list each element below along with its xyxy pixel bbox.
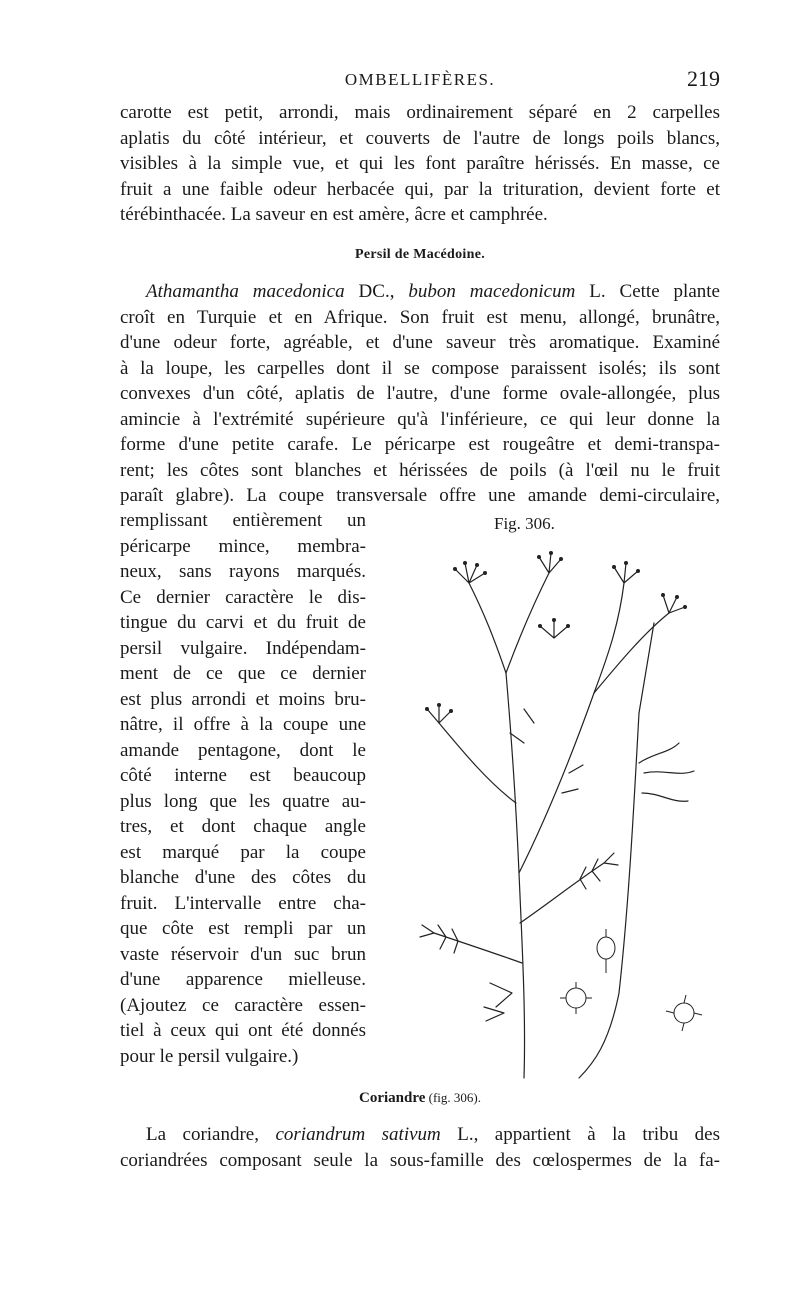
- text-fragment: La coriandre,: [146, 1124, 276, 1145]
- text-line: [120, 1122, 720, 1148]
- text-line: paraît glabre). La coupe transversale offre une amande demi-circulaire,: [120, 485, 720, 506]
- text-line: rent; les côtes sont blanches et hérissées de poils (à l'œil nu le fruit: [120, 459, 720, 481]
- text-line: ment de ce que ce dernier: [120, 663, 366, 684]
- text-line: tingue du carvi et du fruit de: [120, 612, 366, 633]
- text-line: térébinthacée. La saveur en est amère, âcre et camphrée.: [120, 204, 548, 225]
- text-line: amande pentagone, dont le: [120, 739, 366, 761]
- page-number: 219: [687, 66, 720, 91]
- text-line: Ce dernier caractère le dis-: [120, 586, 366, 608]
- text-line: est plus arrondi et moins bru-: [120, 688, 366, 710]
- text-line: carotte est petit, arrondi, mais ordinairement séparé en 2 carpelles: [120, 102, 720, 123]
- text-line: blanche d'une des côtes du: [120, 867, 366, 888]
- text-line: tiel à ceux qui ont été donnés: [120, 1020, 366, 1041]
- text-line: à la loupe, les carpelles dont il se compose paraissent isolés; ils sont: [120, 357, 720, 379]
- text-line: amincie à l'extrémité supérieure qu'à l'inférieure, ce qui leur donne la: [120, 408, 720, 430]
- text-line: fruit. L'intervalle entre cha-: [120, 892, 366, 914]
- text-line: que côte est rempli par un: [120, 918, 366, 939]
- text-line: [120, 279, 720, 305]
- latin-name: bubon macedonicum: [408, 281, 576, 302]
- text-line: côté interne est beaucoup: [120, 765, 366, 786]
- caption-title: Coriandre: [359, 1090, 426, 1106]
- text-line: remplissant entièrement un: [120, 510, 366, 531]
- text-line: neux, sans rayons marqués.: [120, 561, 366, 582]
- text-line: pour le persil vulgaire.): [120, 1045, 299, 1067]
- text-fragment: L. Cette plante: [575, 281, 720, 302]
- latin-name: Athamantha macedonica: [146, 281, 345, 302]
- text-line: nâtre, il offre à la coupe une: [120, 714, 366, 735]
- paragraph-coriandre: [120, 1122, 720, 1173]
- left-column-text: [120, 508, 366, 1069]
- running-head: OMBELLIFÈRES.: [344, 70, 496, 89]
- figure-caption: [120, 1090, 720, 1107]
- text-line: tres, et dont chaque angle: [120, 816, 366, 837]
- caption-reference: (fig. 306).: [425, 1090, 481, 1105]
- text-line: aplatis du côté intérieur, et couverts de l'autre de longs poils blancs,: [120, 127, 720, 149]
- text-line: visibles à la simple vue, et qui les font paraître hérissés. En masse, ce: [120, 153, 720, 174]
- text-line: convexes d'un côté, aplatis de l'autre, d'une forme ovale-allongée, plus: [120, 383, 720, 404]
- text-line: péricarpe mince, membra-: [120, 535, 366, 557]
- text-line: coriandrées composant seule la sous-famille des cœlospermes de la fa-: [120, 1149, 720, 1171]
- figure-label: Fig. 306.: [494, 514, 555, 533]
- text-fragment: L., appartient à la tribu des: [440, 1124, 720, 1145]
- text-line: (Ajoutez ce caractère essen-: [120, 994, 366, 1016]
- text-line: fruit a une faible odeur herbacée qui, par la trituration, devient forte et: [120, 178, 720, 200]
- paragraph-persil-macedoine: [120, 279, 720, 509]
- paragraph-carotte: [120, 100, 720, 228]
- text-line: vaste réservoir d'un suc brun: [120, 943, 366, 965]
- text-line: forme d'une petite carafe. Le péricarpe est rougeâtre et demi-transpa-: [120, 434, 720, 455]
- latin-name: coriandrum sativum: [275, 1124, 441, 1145]
- text-line: plus long que les quatre au-: [120, 790, 366, 812]
- text-line: d'une apparence mielleuse.: [120, 969, 366, 990]
- coriander-illustration: [394, 543, 724, 1083]
- text-fragment: DC.,: [344, 281, 409, 302]
- section-heading: Persil de Macédoine.: [354, 247, 486, 262]
- page-header: [120, 66, 720, 94]
- text-line: croît en Turquie et en Afrique. Son fruit est menu, allongé, brunâtre,: [120, 306, 720, 328]
- text-line: d'une odeur forte, agréable, et d'une saveur très aromatique. Examiné: [120, 332, 720, 353]
- text-line: est marqué par la coupe: [120, 841, 366, 863]
- text-line: persil vulgaire. Indépendam-: [120, 637, 366, 659]
